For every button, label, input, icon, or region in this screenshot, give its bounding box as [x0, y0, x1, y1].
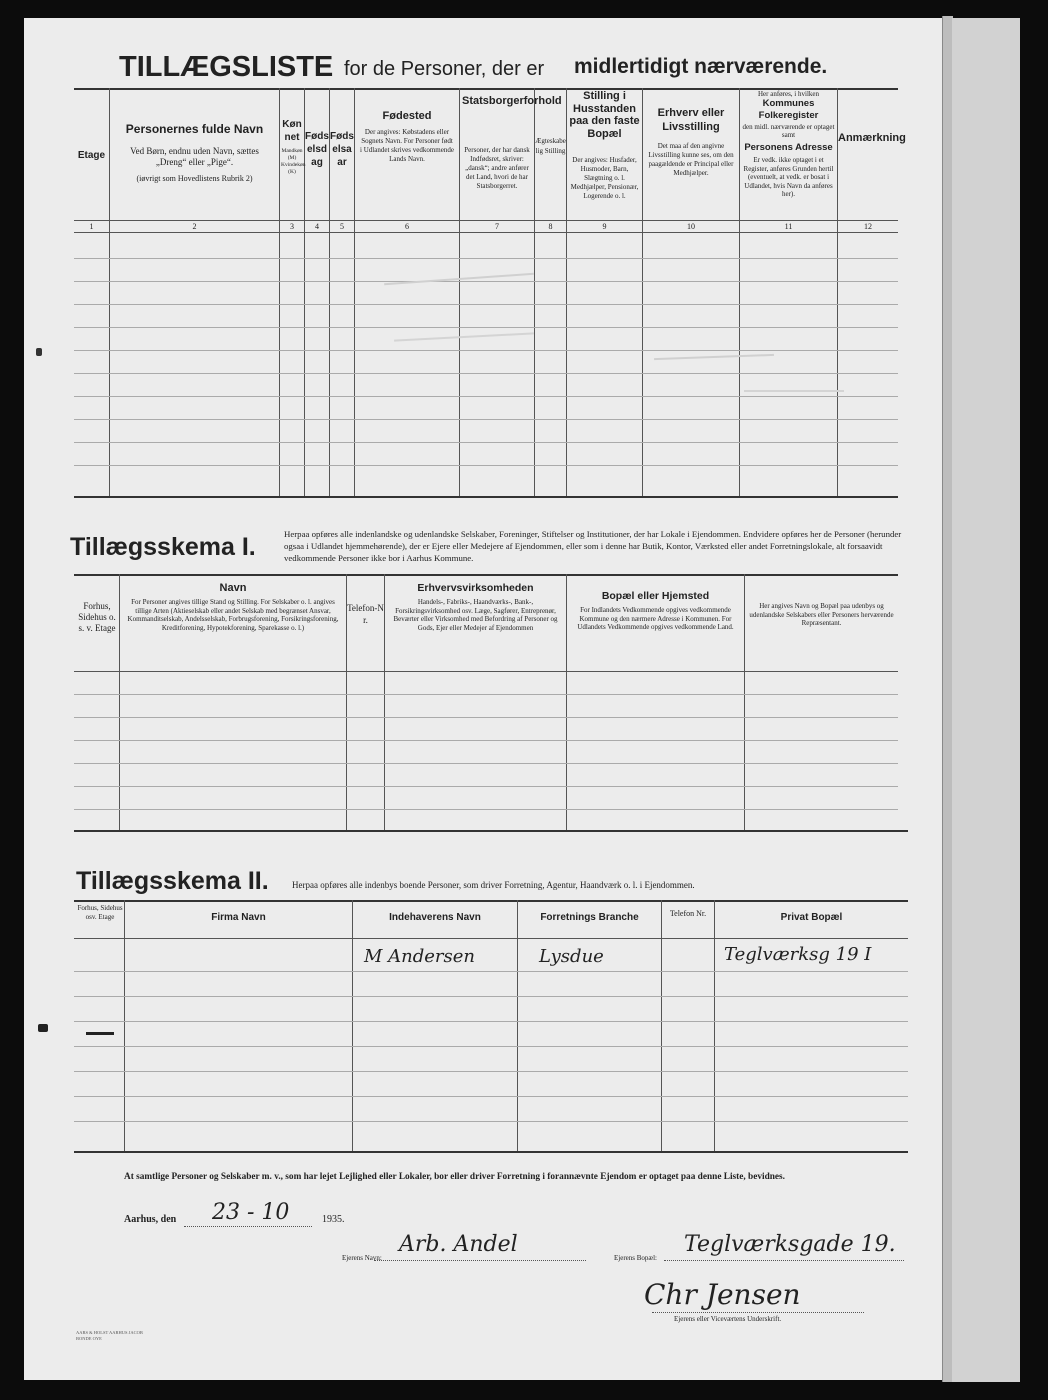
col-register-intro: Her anføres, i hvilken	[757, 90, 820, 98]
s1-col-name-sub: For Personer angives tillige Stand og Stilling. For Selskaber o. l. angives tillige Arten (Aktieselskab eller andet Selskab med begrænset Ansvar, Kommanditselskab, Andelsselskab, Forbrugsforening, Forsikringsforening, Kreditforening, Hypotekforening, Sparekasse o. l.)	[127, 598, 339, 632]
col-num-6: 6	[405, 222, 409, 231]
owner-name-label: Ejerens Navn:	[342, 1254, 382, 1262]
col-num-9: 9	[602, 222, 607, 231]
col-birthday-header: Fødselsdag	[305, 131, 329, 168]
col-name-note: (iøvrigt som Hovedlistens Rubrik 2)	[136, 174, 253, 183]
owner-name-value: Arb. Andel	[399, 1232, 518, 1257]
s1-col-business: Erhvervsvirksomheden	[417, 582, 534, 594]
col-gender-header: Kønnet	[282, 119, 302, 143]
col-household-header: Stilling i Husstanden paa den faste Bopæl	[569, 90, 640, 140]
col-num-3: 3	[290, 222, 294, 231]
s2-col-telefon: Telefon Nr.	[669, 909, 707, 918]
col-register-header: Kommunes Folkeregister	[758, 98, 819, 121]
certification-statement: At samtlige Personer og Selskaber m. v., som har lejet Lejlighed eller Lokaler, bor eller driver Forretning i forannævnte Ejendom er optaget paa denne Liste, bevidnes.	[124, 1172, 785, 1182]
s1-col-telefon: Telefon-Nr.	[347, 603, 384, 625]
signature-label: Ejerens eller Viceværtens Underskrift.	[674, 1315, 782, 1323]
owner-address-value: Teglværksgade 19.	[684, 1232, 896, 1257]
s2-col-firma: Firma Navn	[211, 912, 266, 923]
s2-col-bopael: Privat Bopæl	[780, 912, 843, 923]
col-occupation-header: Erhverv eller Livsstilling	[657, 107, 725, 133]
signature: Chr Jensen	[644, 1278, 801, 1311]
s2-row1-owner: M Andersen	[364, 946, 476, 967]
s1-col-representative: Her angives Navn og Bopæl paa udenbys og udenlandske Selskabers eller Personers herværende Repræsentant.	[749, 602, 894, 627]
owner-address-label: Ejerens Bopæl:	[614, 1254, 657, 1262]
main-subtitle-emphasis: midlertidigt nærværende.	[574, 55, 828, 78]
form-page	[24, 18, 942, 1380]
col-register-mid: den midl. nærværende er optaget samt	[742, 123, 835, 139]
col-num-8: 8	[548, 222, 553, 231]
col-num-4: 4	[315, 222, 319, 231]
col-citizenship-sub: Personer, der har dansk Indfødsret, skriver: „dansk“; andre anfører det Land, hvori de har Statsborgerret.	[464, 146, 530, 190]
col-gender-sub: Mandkøn (M) Kvindekøn (K)	[281, 148, 306, 175]
col-household-sub: Der angives: Husfader, Husmoder, Barn, Slægtning o. l. Medhjælper, Pensionær, Logerende o. l.	[570, 156, 639, 200]
col-num-10: 10	[687, 222, 695, 231]
col-birthplace-header: Fødested	[382, 110, 432, 122]
s2-col-branch: Forretnings Branche	[540, 912, 639, 923]
col-remarks-header: Anmærkning	[838, 132, 906, 144]
col-name-header: Personernes fulde Navn	[125, 122, 264, 136]
col-marital-header: Ægteskabelig Stilling	[535, 137, 566, 155]
col-num-7: 7	[495, 222, 499, 231]
col-birthyear-header: Fødselsaar	[330, 131, 354, 168]
s1-col-name: Navn	[219, 582, 247, 594]
col-name-instruction: Ved Børn, endnu uden Navn, sættes „Dreng“ eller „Pige“.	[130, 146, 259, 167]
main-subtitle: for de Personer, der er	[344, 58, 545, 80]
main-title: TILLÆGSLISTE	[119, 51, 334, 83]
col-address-header: Personens Adresse	[744, 142, 833, 153]
schema2-title: Tillægsskema II.	[76, 867, 269, 895]
s1-col-etage: Forhus, Sidehus o. s. v. Etage	[78, 601, 116, 633]
col-etage-header: Etage	[77, 150, 106, 161]
s1-col-business-sub: Handels-, Fabriks-, Haandværks-, Bank-, Forsikringsvirksomhed osv. Læge, Sagfører, Entreprenør, Beværter eller Virksomhed med Befordring af Personer og Gods, Ejer eller Medejer af Ejendommen	[393, 598, 558, 632]
s2-row1-bopael: Teglværksg 19 I	[724, 944, 872, 965]
s2-col-owner: Indehaverens Navn	[389, 912, 481, 923]
next-page-edge	[952, 18, 1020, 1382]
schema2-description: Herpaa opføres alle indenbys boende Personer, som driver Forretning, Agentur, Haandværk o. l. i Ejendommen.	[292, 880, 695, 890]
col-address-sub: Er vedk. ikke optaget i et Register, anføres Grunden hertil (eventuelt, at vedk. er bosat i Udlandet, hvis Navn da anføres her).	[743, 156, 834, 198]
col-birthplace-sub: Der angives: Købstadens eller Sognets Navn. For Personer født i Udlandet skrives vedkommende Lands Navn.	[360, 128, 454, 163]
col-num-11: 11	[784, 222, 793, 231]
col-num-12: 12	[864, 222, 872, 231]
s2-row1-branch: Lysdue	[539, 946, 604, 967]
place-label: Aarhus, den	[124, 1214, 177, 1225]
s1-col-residence: Bopæl eller Hjemsted	[601, 590, 710, 602]
col-num-5: 5	[340, 222, 344, 231]
col-occupation-sub: Det maa af den angivne Livsstilling kunne ses, om den paagældende er Principal eller Medhjælper.	[648, 142, 734, 177]
schema1-description: Herpaa opføres alle indenlandske og udenlandske Selskaber, Foreninger, Stiftelser og Institutioner, der har Lokale i Ejendommen. Endvidere opføres her de Personer (herunder ogsaa i Udlandet hjemmehørende), der er Ejere eller Medejere af Ejendommen, eller som i denne har Butik, Kontor, Værksted eller andet Forretningslokale, alt forsaavidt vedkommende Personer ikke bor i Aarhus Kommune.	[284, 529, 902, 563]
date-value: 23 - 10	[212, 1200, 290, 1225]
s2-col-etage: Forhus, Sidehus osv. Etage	[77, 904, 123, 921]
col-citizenship-header: Statsborgerforhold	[462, 95, 562, 107]
year-value: 1935.	[322, 1214, 345, 1225]
schema1-title: Tillægsskema I.	[70, 533, 256, 561]
s1-col-residence-sub: For Indlandets Vedkommende opgives vedkommende Kommune og den nærmere Adresse i Kommunen. For Udlandets Vedkommende opgives vedkommende Land.	[577, 606, 734, 631]
col-num-1: 1	[89, 222, 94, 231]
printer-imprint: AARS & HOLST AARHUS JACOB BONDE OYE	[76, 1330, 143, 1341]
col-num-2: 2	[192, 222, 197, 231]
